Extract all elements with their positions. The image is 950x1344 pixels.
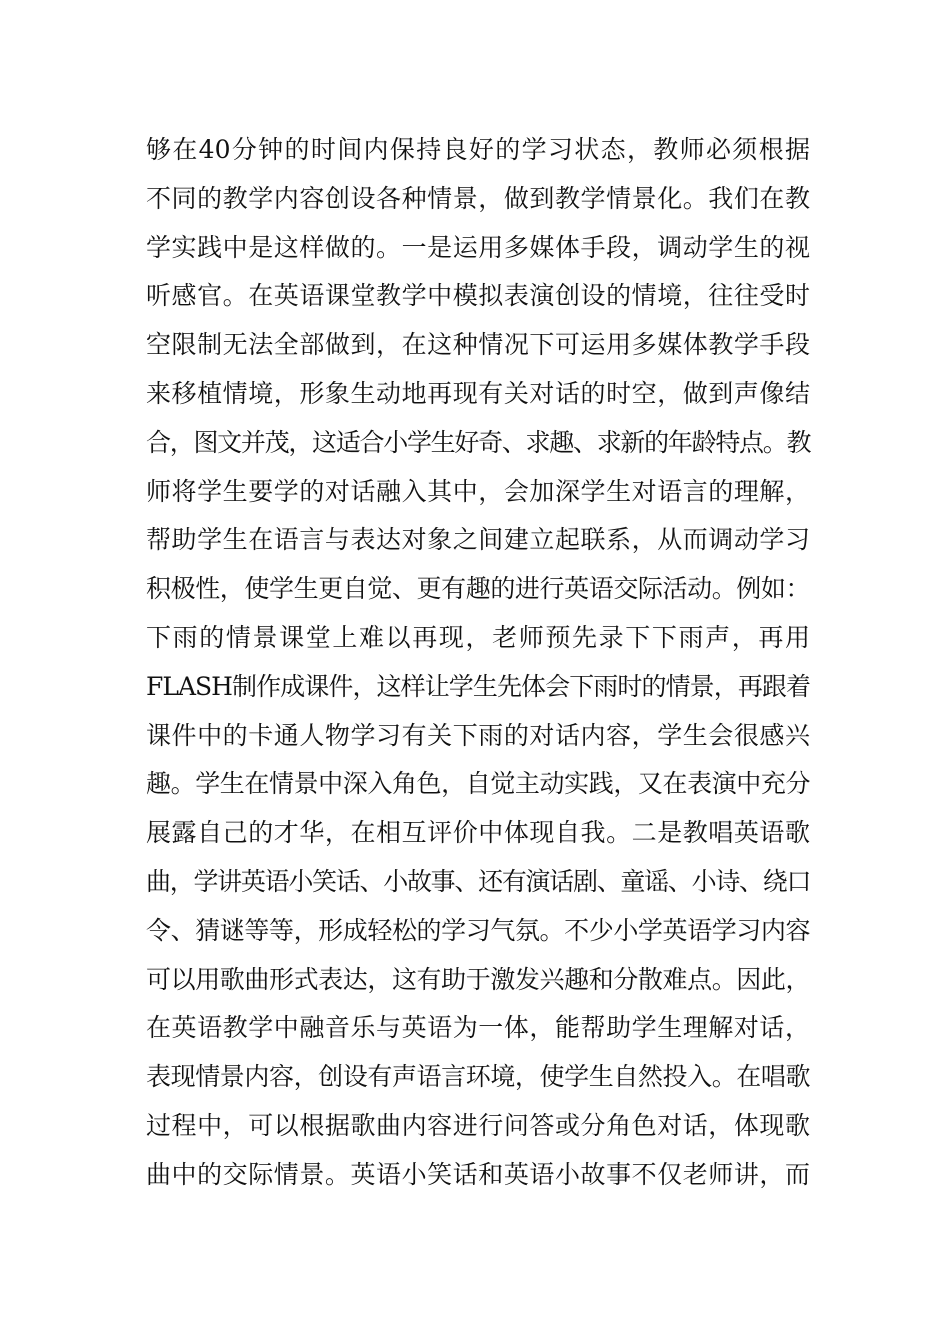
text-line: 展露自己的才华，在相互评价中体现自我。二是教唱英语歌 (146, 818, 810, 848)
text-line: 够在40分钟的时间内保持良好的学习状态，教师必须根据 (146, 135, 810, 164)
text-line: 过程中，可以根据歌曲内容进行问答或分角色对话，体现歌 (146, 1110, 810, 1140)
text-line: 来移植情境，形象生动地再现有关对话的时空，做到声像结 (146, 378, 810, 408)
text-line: 不同的教学内容创设各种情景，做到教学情景化。我们在教 (146, 183, 810, 213)
text-line: 积极性，使学生更自觉、更有趣的进行英语交际活动。例如： (146, 574, 810, 604)
text-line: 学实践中是这样做的。一是运用多媒体手段，调动学生的视 (146, 232, 810, 262)
text-line: 合，图文并茂，这适合小学生好奇、求趣、求新的年龄特点。教 (146, 427, 810, 457)
text-line: 下雨的情景课堂上难以再现，老师预先录下下雨声，再用 (146, 622, 810, 652)
body-paragraph (146, 126, 810, 1200)
text-line: 曲中的交际情景。英语小笑话和英语小故事不仅老师讲，而 (146, 1159, 810, 1189)
text-line: 令、猜谜等等，形成轻松的学习气氛。不少小学英语学习内容 (146, 915, 810, 945)
text-line: 课件中的卡通人物学习有关下雨的对话内容，学生会很感兴 (146, 720, 810, 750)
text-line: 表现情景内容，创设有声语言环境，使学生自然投入。在唱歌 (146, 1062, 810, 1092)
text-line: 空限制无法全部做到，在这种情况下可运用多媒体教学手段 (146, 330, 810, 360)
text-line: FLASH制作成课件，这样让学生先体会下雨时的情景，再跟着 (146, 671, 810, 701)
text-line: 听感官。在英语课堂教学中模拟表演创设的情境，往往受时 (146, 281, 810, 311)
text-line: 帮助学生在语言与表达对象之间建立起联系，从而调动学习 (146, 525, 810, 555)
text-line: 曲，学讲英语小笑话、小故事、还有演话剧、童谣、小诗、绕口 (146, 866, 810, 896)
text-line: 趣。学生在情景中深入角色，自觉主动实践，又在表演中充分 (146, 769, 810, 799)
text-line: 师将学生要学的对话融入其中，会加深学生对语言的理解， (146, 476, 810, 506)
text-line: 在英语教学中融音乐与英语为一体，能帮助学生理解对话， (146, 1013, 810, 1043)
text-line: 可以用歌曲形式表达，这有助于激发兴趣和分散难点。因此， (146, 964, 810, 994)
